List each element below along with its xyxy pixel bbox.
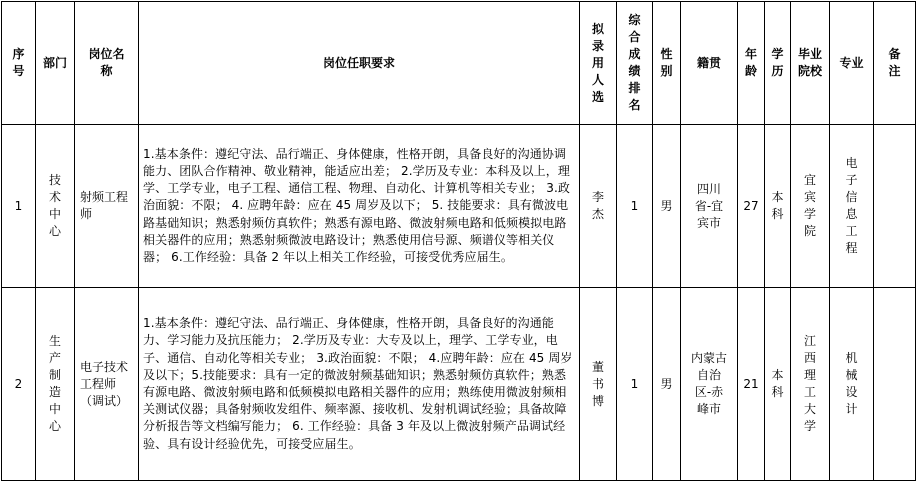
cell-requirements: 1.基本条件：遵纪守法、品行端正、身体健康，性格开朗，具备良好的沟通能力、学习能力及抗压能力； 2.学历及专业：大专及以上，理学、工学专业，电子、通信、自动化等相关专业； 3.政治面貌：不限； 4.应聘年龄：应在 45 周岁及以下；5.技能要求：具有一定的微波射频基础知识；熟悉射频仿真软件；熟悉有源电路、微波射频电路和低频模拟电路相关器件的应用；熟练使用微波射频相关测试仪器；具备射频收发组件、频率源、接收机、发射机调试经验；具备故障分析报告等文档编写能力； 6. 工作经验：具备 3 年及以上微波射频产品调试经验、具有设计经验优先，可接受应届生。 [139,288,580,481]
table-row [2,288,916,481]
header-position: 岗位名称 [75,2,139,125]
cell-name: 董书博 [580,288,617,481]
cell-age: 27 [738,125,765,288]
header-seq: 序号 [2,2,36,125]
cell-gender: 男 [653,288,681,481]
header-dept: 部门 [36,2,75,125]
header-age: 年龄 [738,2,765,125]
header-edu: 学历 [765,2,791,125]
cell-gender: 男 [653,125,681,288]
table-row [2,125,916,288]
cell-position: 电子技术工程师（调试） [75,288,139,481]
header-origin: 籍贯 [681,2,738,125]
cell-position: 射频工程师 [75,125,139,288]
cell-name: 李杰 [580,125,617,288]
cell-origin: 内蒙古自治区-赤峰市 [681,288,738,481]
header-major: 专业 [830,2,874,125]
cell-note [874,288,916,481]
cell-age: 21 [738,288,765,481]
cell-seq: 2 [2,288,36,481]
cell-note [874,125,916,288]
header-rank: 综合成绩排名 [617,2,653,125]
cell-rank: 1 [617,125,653,288]
header-requirements: 岗位任职要求 [139,2,580,125]
header-gender: 性别 [653,2,681,125]
cell-origin: 四川省-宜宾市 [681,125,738,288]
cell-school: 宜宾学院 [791,125,830,288]
cell-seq: 1 [2,125,36,288]
cell-edu: 本科 [765,125,791,288]
cell-rank: 1 [617,288,653,481]
cell-major: 机械设计 [830,288,874,481]
cell-school: 江西理工大学 [791,288,830,481]
header-note: 备注 [874,2,916,125]
header-school: 毕业院校 [791,2,830,125]
header-proposed: 拟录用人选 [580,2,617,125]
cell-major: 电子信息工程 [830,125,874,288]
cell-edu: 本科 [765,288,791,481]
cell-requirements: 1.基本条件：遵纪守法、品行端正、身体健康，性格开朗，具备良好的沟通协调能力、团队合作精神、敬业精神，能适应出差； 2.学历及专业：本科及以上，理学、工学专业，电子工程、通信工程、物理、自动化、计算机等相关专业； 3.政治面貌：不限； 4. 应聘年龄：应在 45 周岁及以下； 5. 技能要求：具有微波电路基础知识；熟悉射频仿真软件；熟悉有源电路、微波射频电路和低频模拟电路相关器件的应用；熟悉射频微波电路设计；熟悉使用信号源、频谱仪等相关仪器； 6.工作经验：具备 2 年以上相关工作经验，可接受优秀应届生。 [139,125,580,288]
cell-dept: 生产制造中心 [36,288,75,481]
cell-dept: 技术中心 [36,125,75,288]
recruitment-table [1,1,916,481]
table-header [2,2,916,125]
